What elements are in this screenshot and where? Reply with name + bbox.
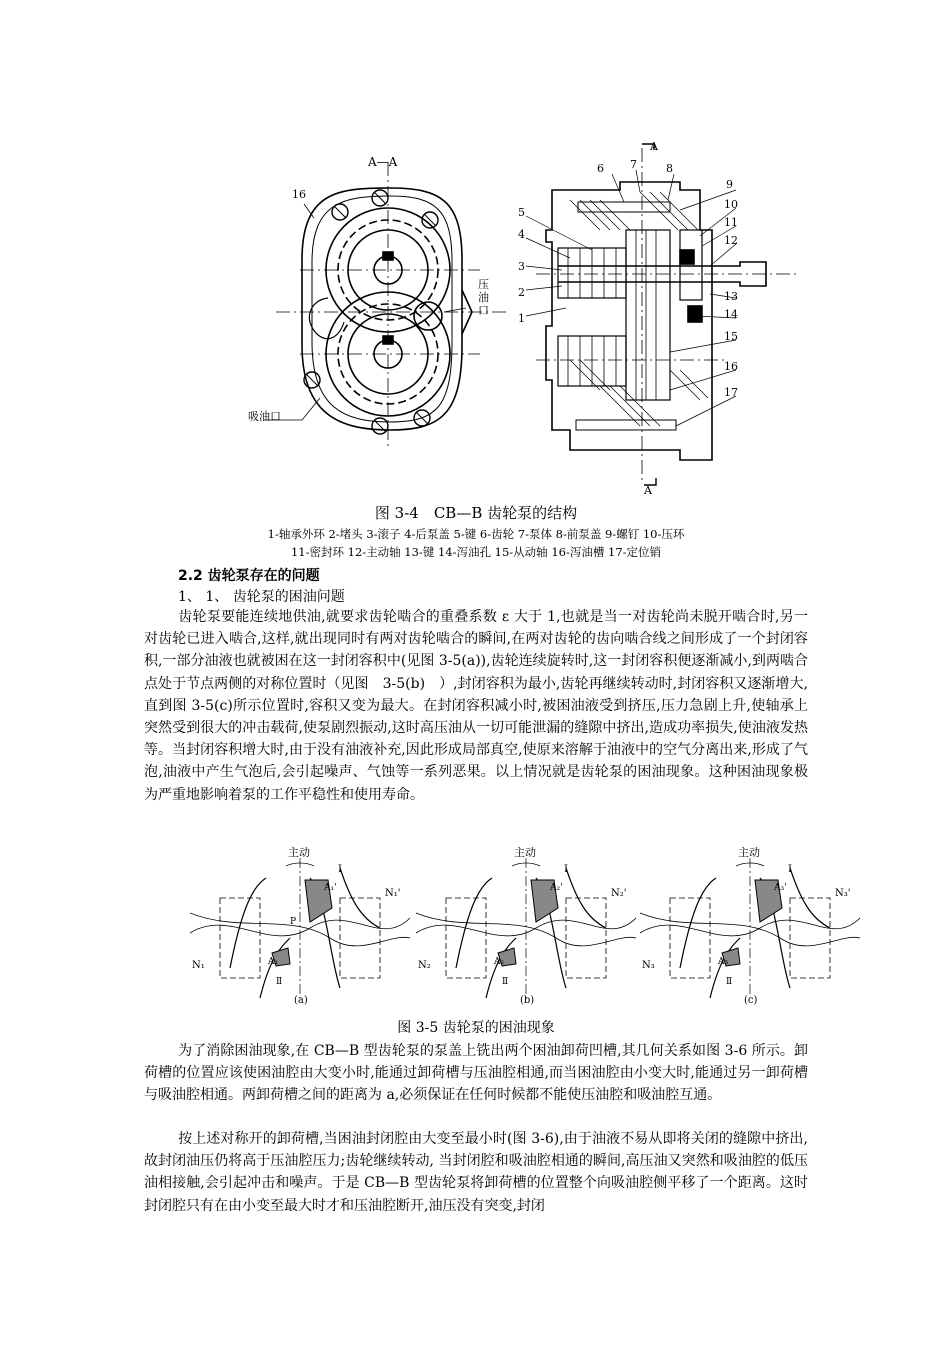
panel-2-drive-label: 主动 bbox=[514, 846, 536, 859]
panel-1-tag-label: (a) bbox=[294, 995, 308, 1006]
panel-3-a-label: A₃ bbox=[718, 957, 729, 967]
part-number-1: 1 bbox=[518, 312, 525, 325]
paragraph-3 bbox=[144, 1128, 808, 1217]
part-number-17: 17 bbox=[724, 386, 738, 399]
part-number-6: 6 bbox=[597, 162, 604, 175]
panel-3 bbox=[640, 845, 860, 1006]
figure-3-4-legend-line-1: 1-轴承外环 2-堵头 3-滚子 4-后泵盖 5-键 6-齿轮 7-泵体 8-前泵盖 9-螺钉 10-压环 bbox=[267, 527, 685, 541]
part-number-12: 12 bbox=[724, 234, 738, 247]
part-number-4: 4 bbox=[518, 228, 525, 241]
part-number-2: 2 bbox=[518, 286, 525, 299]
part-number-9: 9 bbox=[726, 178, 733, 191]
panel-1-n-label: N₁ bbox=[192, 960, 205, 971]
part-number-5: 5 bbox=[518, 206, 525, 219]
paragraph-2-text: 为了消除困油现象,在 CB—B 型齿轮泵的泵盖上铣出两个困油卸荷凹槽,其几何关系如图 3-6 所示。卸荷槽的位置应该使困油腔由大变小时,能通过卸荷槽与压油腔相通,而当困油腔由小变大时,能通过另一卸荷槽与吸油腔相通。两卸荷槽之间的距离为 a,必须保证在任何时候都不能使压油腔和吸油腔互通。 bbox=[144, 1043, 808, 1104]
figure-3-4-legend-line-2: 11-密封环 12-主动轴 13-键 14-泻油孔 15-从动轴 16-泻油槽 17-定位销 bbox=[290, 545, 662, 559]
outlet-label: 压油口 bbox=[478, 278, 489, 317]
panel-3-a-prime-label: A₃' bbox=[774, 883, 787, 893]
part-number-14: 14 bbox=[724, 308, 738, 321]
panel-3-drive-label: 主动 bbox=[738, 846, 760, 859]
view-mark-top: A bbox=[650, 140, 658, 153]
inlet-label: 吸油口 bbox=[248, 410, 281, 423]
panel-3-n-label: N₃ bbox=[642, 960, 655, 971]
panel-1-a-prime-label: A₁' bbox=[324, 883, 337, 893]
panel-2-n-label: N₂ bbox=[418, 960, 431, 971]
panel-1-a-label: A₁ bbox=[268, 957, 279, 967]
figure-3-4 bbox=[240, 130, 800, 500]
panel-2-roman2-label: Ⅱ bbox=[502, 977, 509, 987]
subsection-title: 1、 1、 齿轮泵的困油问题 bbox=[178, 589, 345, 605]
panel-3-roman2-label: Ⅱ bbox=[726, 977, 733, 987]
section-label-aa: A—A bbox=[368, 155, 398, 169]
part-number-3: 3 bbox=[518, 260, 525, 273]
panel-2 bbox=[416, 845, 636, 1006]
panel-2-a-label: A₂ bbox=[494, 957, 505, 967]
panel-1 bbox=[190, 845, 410, 1006]
part-number-7: 7 bbox=[630, 158, 637, 171]
paragraph-2 bbox=[144, 1040, 808, 1107]
part-number-16: 16 bbox=[724, 360, 738, 373]
gear-pump-structure-drawing bbox=[240, 130, 800, 500]
figure-3-5-caption: 图 3-5 齿轮泵的困油现象 bbox=[397, 1020, 555, 1036]
panel-3-roman1-label: Ⅰ bbox=[788, 864, 792, 875]
trapped-oil-diagram bbox=[190, 838, 862, 1018]
panel-1-p-label: P bbox=[290, 917, 297, 927]
section-title: 2.2 齿轮泵存在的问题 bbox=[178, 568, 320, 584]
panel-3-n-prime-label: N₃' bbox=[835, 888, 851, 899]
panel-1-roman1-label: Ⅰ bbox=[338, 864, 342, 875]
panel-1-roman2-label: Ⅱ bbox=[276, 977, 283, 987]
paragraph-1 bbox=[144, 606, 808, 806]
paragraph-3-text: 按上述对称开的卸荷槽,当困油封闭腔由大变至最小时(图 3-6),由于油液不易从即将关闭的缝隙中挤出,故封闭油压仍将高于压油腔压力;齿轮继续转动, 当封闭腔和吸油腔相通的瞬间,高压油又突然和吸油腔的低压油相接触,会引起冲击和噪声。于是 CB—B 型齿轮泵将卸荷槽的位置整个向吸油腔侧平移了一个距离。这时封闭腔只有在由小变至最大时才和压油腔断开,油压没有突变,封闭 bbox=[144, 1131, 808, 1214]
figure-3-5 bbox=[190, 838, 862, 1018]
panel-1-n-prime-label: N₁' bbox=[385, 888, 401, 899]
panel-2-tag-label: (b) bbox=[520, 995, 535, 1006]
part-number-8: 8 bbox=[666, 162, 673, 175]
view-mark-bottom: A bbox=[644, 484, 652, 497]
panel-1-drive-label: 主动 bbox=[288, 846, 310, 859]
part-number-13: 13 bbox=[724, 290, 738, 303]
part-number-10: 10 bbox=[724, 198, 738, 211]
panel-3-tag-label: (c) bbox=[744, 995, 758, 1006]
panel-2-a-prime-label: A₂' bbox=[550, 883, 563, 893]
part-number-15: 15 bbox=[724, 330, 738, 343]
paragraph-1-text: 齿轮泵要能连续地供油,就要求齿轮啮合的重叠系数 ε 大于 1,也就是当一对齿轮尚未脱开啮合时,另一对齿轮已进入啮合,这样,就出现同时有两对齿轮啮合的瞬间,在两对齿轮的齿向啮合线之间形成了一个封闭容积,一部分油液也就被困在这一封闭容积中(见图 3-5(a)),齿轮连续旋转时,这一封闭容积便逐渐减小,到两啮合点处于节点两侧的对称位置时（见图 3-5(b) ）,封闭容积为最小,齿轮再继续转动时,封闭容积又逐渐增大,直到图 3-5(c)所示位置时,容积又变为最大。在封闭容积减小时,被困油液受到挤压,压力急剧上升,使轴承上突然受到很大的冲击载荷,使泵剧烈振动,这时高压油从一切可能泄漏的缝隙中挤出,造成功率损失,使油液发热等。当封闭容积增大时,由于没有油液补充,因此形成局部真空,使原来溶解于油液中的空气分离出来,形成了气泡,油液中产生气泡后,会引起噪声、气蚀等一系列恶果。以上情况就是齿轮泵的困油现象。这种困油现象极为严重地影响着泵的工作平稳性和使用寿命。 bbox=[144, 609, 808, 803]
left-label-16: 16 bbox=[292, 188, 306, 201]
panel-2-n-prime-label: N₂' bbox=[611, 888, 627, 899]
part-number-11: 11 bbox=[724, 216, 738, 229]
panel-2-roman1-label: Ⅰ bbox=[564, 864, 568, 875]
figure-3-4-caption: 图 3-4 CB—B 齿轮泵的结构 bbox=[374, 504, 578, 522]
